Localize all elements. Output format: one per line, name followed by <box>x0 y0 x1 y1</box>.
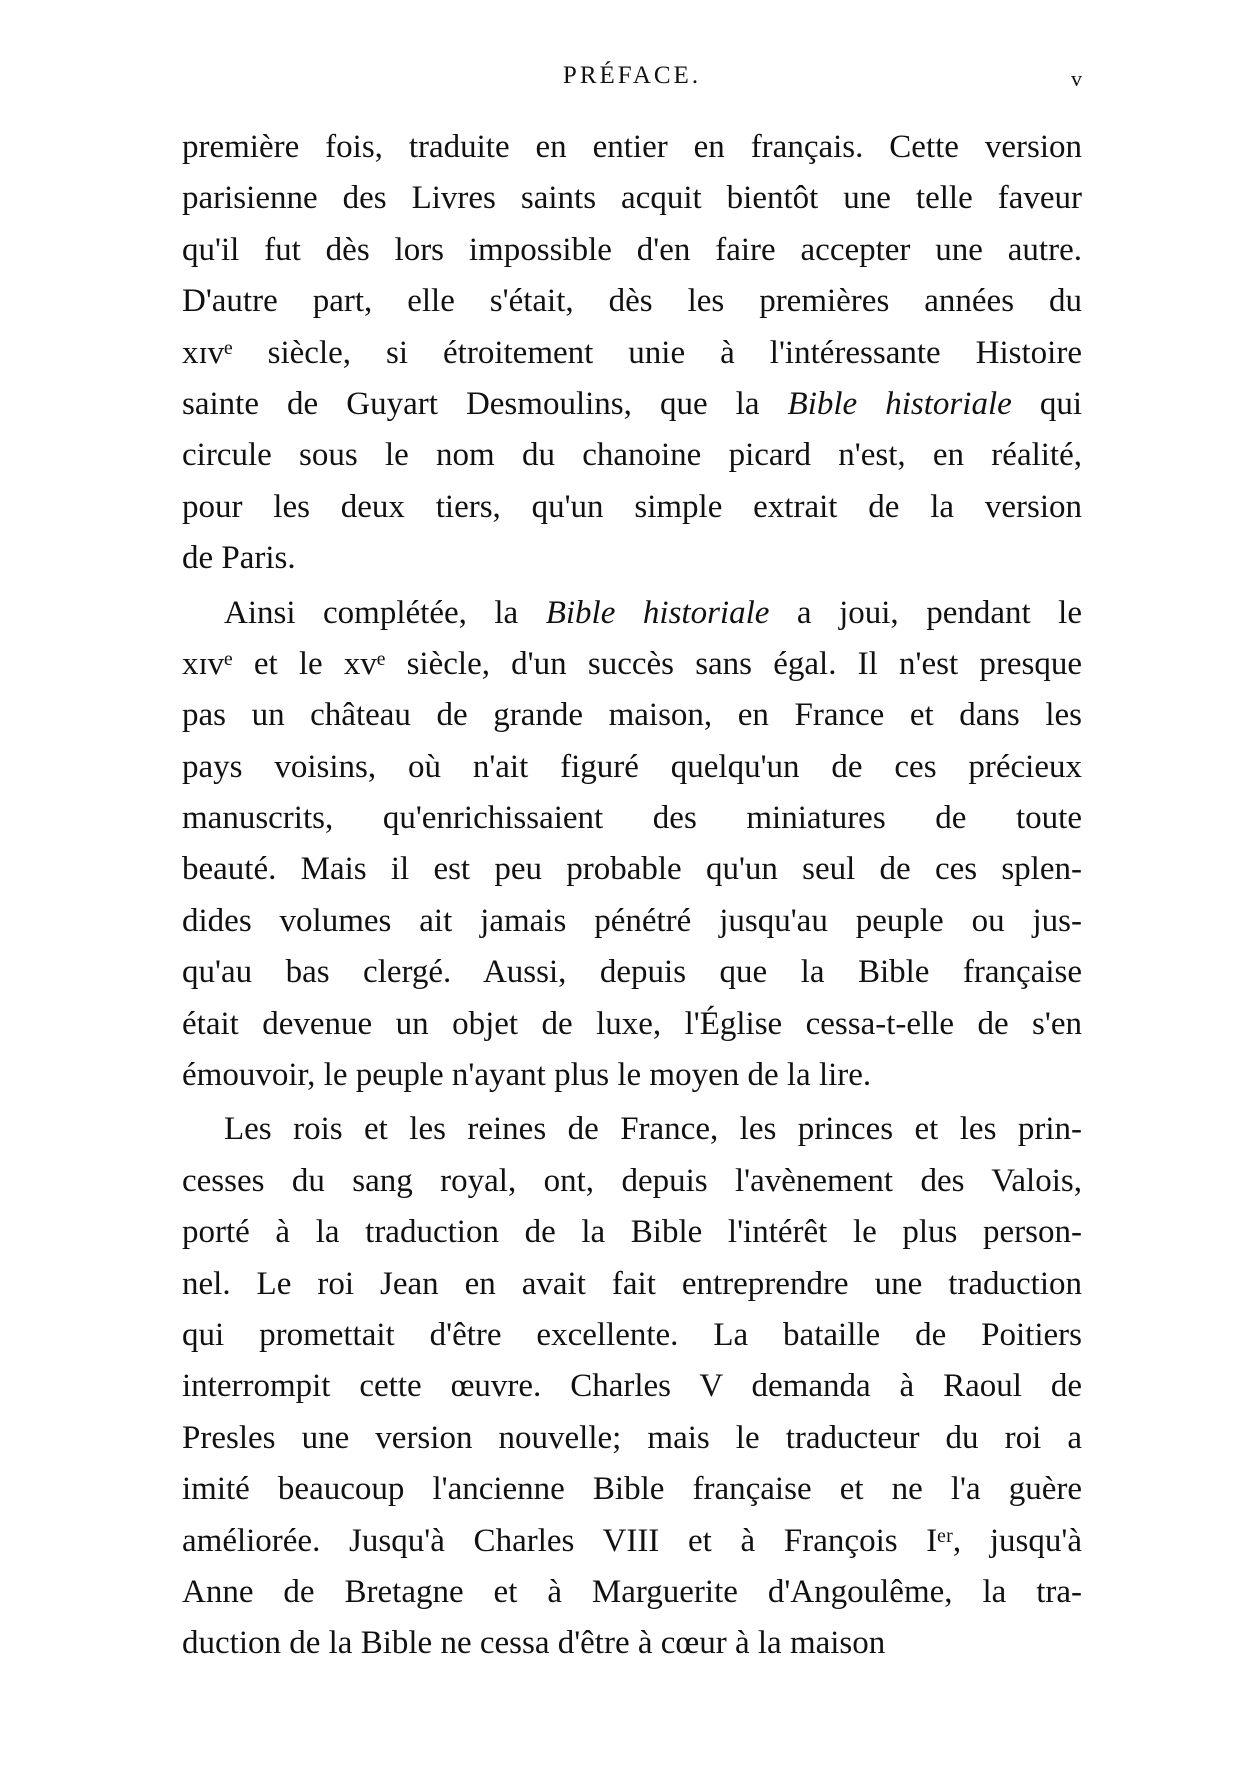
text-line: qu'au bas clergé. Aussi, depuis que la Bible française <box>182 954 1082 991</box>
body-text <box>182 122 1082 1670</box>
text-segment: Ainsi complétée, la <box>224 594 546 631</box>
text-line: interrompit cette œuvre. Charles V demanda à Raoul de <box>182 1368 1082 1405</box>
paragraph <box>182 1104 1082 1669</box>
text-line: pas un château de grande maison, en France et dans les <box>182 697 1082 734</box>
running-title: PRÉFACE. <box>562 62 702 89</box>
text-segment: sainte de Guyart Desmoulins, que la <box>182 385 788 422</box>
text-line: xɪvᵉ siècle, si étroitement unie à l'intéressante Histoire <box>182 334 1082 371</box>
text-line: qui promettait d'être excellente. La bataille de Poitiers <box>182 1316 1082 1353</box>
page-number: v <box>1071 66 1082 91</box>
text-line: Les rois et les reines de France, les princes et les prin- <box>224 1111 1082 1148</box>
text-line: beauté. Mais il est peu probable qu'un seul de ces splen- <box>182 851 1082 888</box>
text-line: cesses du sang royal, ont, depuis l'avènement des Valois, <box>182 1162 1082 1199</box>
text-line: émouvoir, le peuple n'ayant plus le moyen de la lire. <box>182 1057 872 1094</box>
text-line: dides volumes ait jamais pénétré jusqu'au peuple ou jus- <box>182 902 1082 939</box>
text-line: duction de la Bible ne cessa d'être à cœur à la maison <box>182 1625 886 1662</box>
text-line: parisienne des Livres saints acquit bientôt une telle faveur <box>182 180 1082 217</box>
text-line: circule sous le nom du chanoine picard n'est, en réalité, <box>182 437 1082 474</box>
text-line: pays voisins, où n'ait figuré quelqu'un de ces précieux <box>182 748 1082 785</box>
text-line: Presles une version nouvelle; mais le traducteur du roi a <box>182 1419 1082 1456</box>
italic-title: Bible historiale <box>545 594 770 631</box>
text-line: de Paris. <box>182 540 296 577</box>
text-line: Anne de Bretagne et à Marguerite d'Angoulême, la tra- <box>182 1573 1082 1610</box>
text-line <box>182 588 1082 639</box>
text-line <box>182 379 1082 430</box>
text-line: première fois, traduite en entier en français. Cette version <box>182 129 1082 165</box>
text-line: manuscrits, qu'enrichissaient des miniatures de toute <box>182 800 1082 837</box>
text-line: D'autre part, elle s'était, dès les premières années du <box>182 283 1082 320</box>
text-line: nel. Le roi Jean en avait fait entreprendre une traduction <box>182 1265 1082 1302</box>
text-line: porté à la traduction de la Bible l'intérêt le plus person- <box>182 1214 1082 1251</box>
text-line: était devenue un objet de luxe, l'Église cessa-t-elle de s'en <box>182 1005 1082 1042</box>
paragraph <box>182 588 1082 1102</box>
italic-title: Bible historiale <box>787 385 1012 422</box>
text-line: qu'il fut dès lors impossible d'en faire accepter une autre. <box>182 231 1082 268</box>
text-line: améliorée. Jusqu'à Charles VIII et à François Iᵉʳ, jusqu'à <box>182 1522 1082 1559</box>
text-line: pour les deux tiers, qu'un simple extrait de la version <box>182 488 1082 525</box>
running-head <box>182 62 1082 102</box>
text-segment: qui <box>1011 385 1082 422</box>
paragraph <box>182 122 1082 585</box>
text-line: xɪvᵉ et le xvᵉ siècle, d'un succès sans égal. Il n'est presque <box>182 645 1082 682</box>
text-line: imité beaucoup l'ancienne Bible française et ne l'a guère <box>182 1471 1082 1508</box>
text-segment: a joui, pendant le <box>769 594 1082 631</box>
